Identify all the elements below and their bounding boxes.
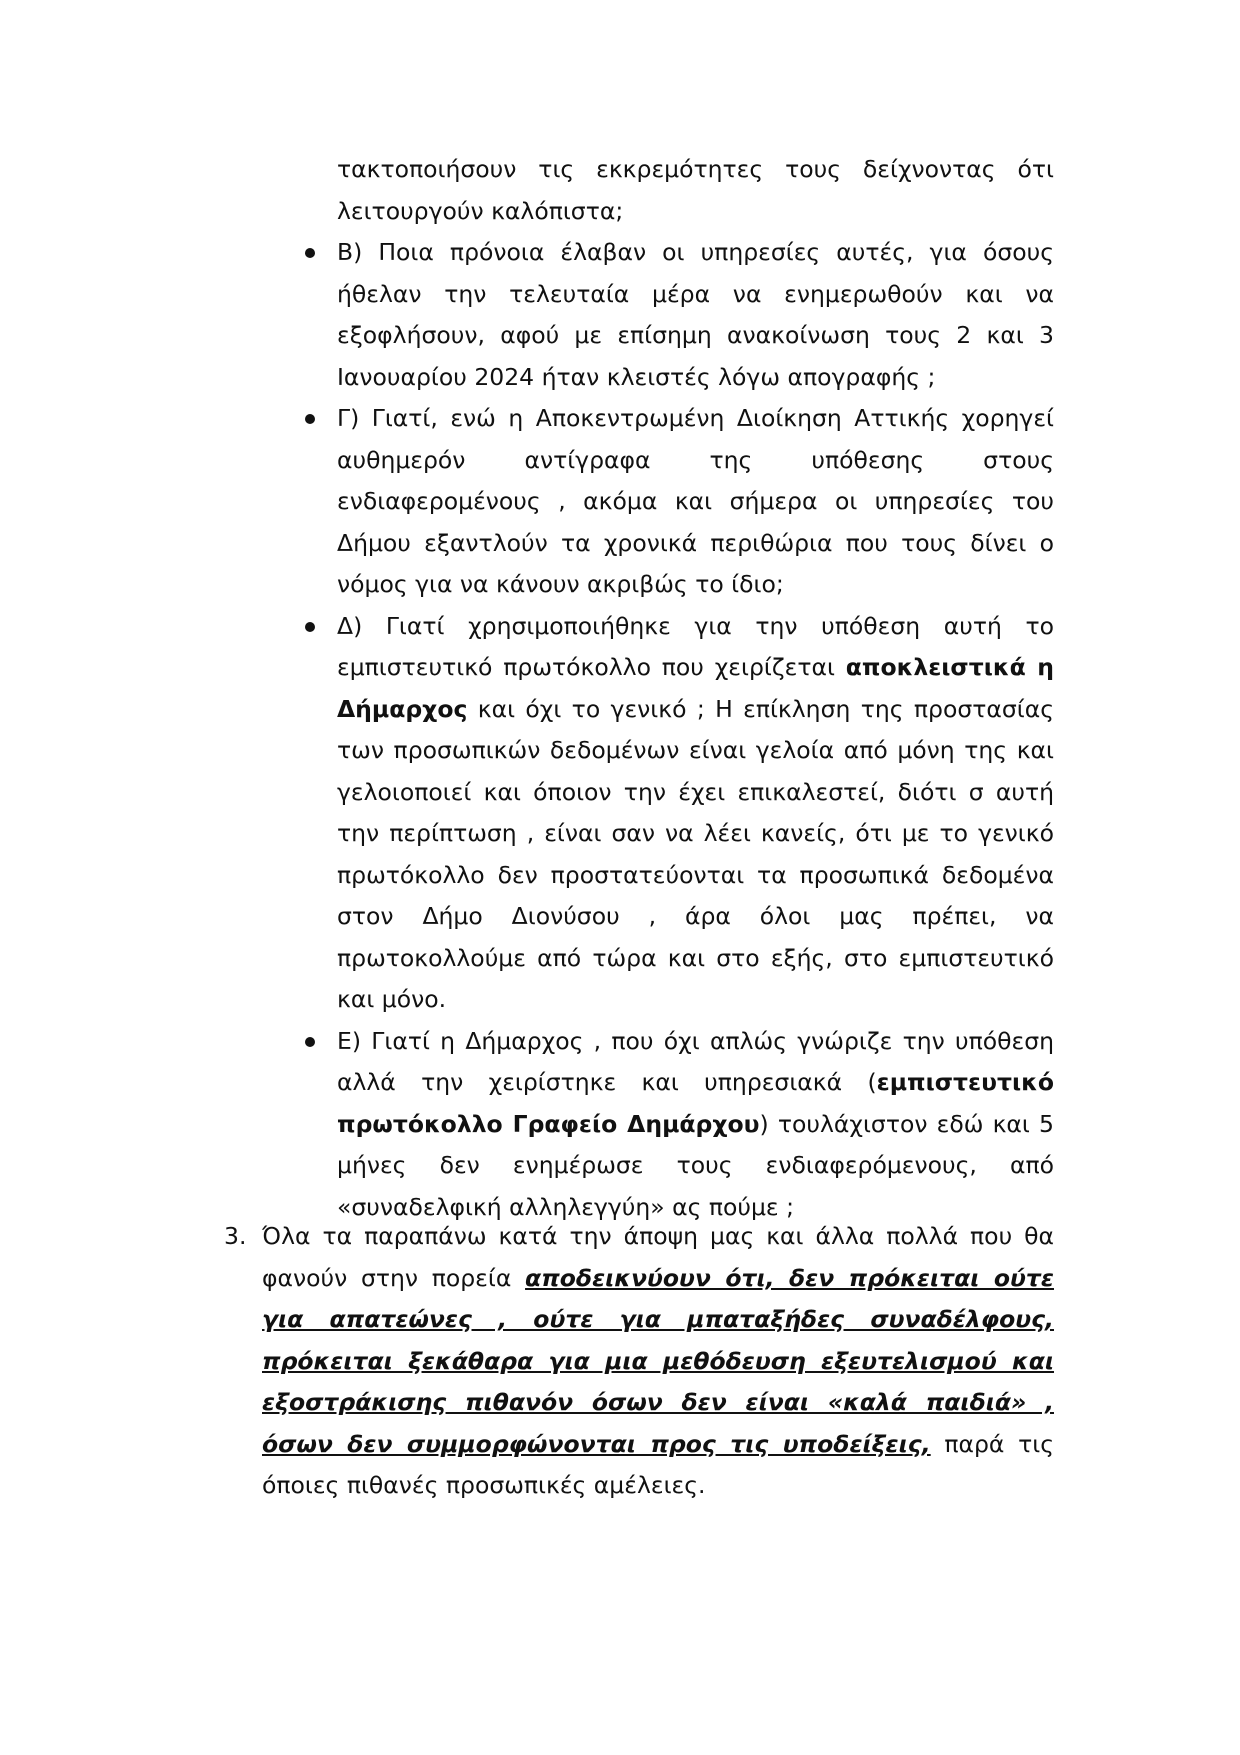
bullet-d-bold-text: αποκλειστικά η Δήμαρχος [337,653,1055,723]
bullet-dot-icon [305,622,315,632]
numbered-item-3 [224,1216,1054,1507]
item-3-emphasis-text: αποδεικνύουν ότι, δεν πρόκειται ούτε για απατεώνες , ούτε για μπαταξήδες συναδέλφους, πρόκειται ξεκάθαρα για μια μεθόδευση εξευτελισμού και εξοστράκισης πιθανόν όσων δεν είναι «καλά παιδιά» , όσων δεν συμμορφώνονται προς τις υποδείξεις, [262,1263,1054,1458]
bullet-dot-icon [305,414,315,424]
bullet-item-b [337,232,1054,398]
bullet-item-g [337,398,1054,606]
bullet-e-text-part2: ) τουλάχιστον εδώ και 5 μήνες δεν ενημέρωσε τους ενδιαφερόμενους, από «συναδελφική αλληλεγγύη» ας πούμε ; [337,1109,1054,1221]
item-number: 3. [224,1222,247,1250]
bullet-dot-icon [305,1037,315,1047]
bullet-item-e [337,1021,1054,1229]
item-3-text-part1: Όλα τα παραπάνω κατά την άποψη μας και άλλα πολλά που θα φανούν στην πορεία [262,1222,1054,1292]
bullet-d-text-part1: Δ) Γιατί χρησιμοποιήθηκε για την υπόθεση αυτή το εμπιστευτικό πρωτόκολλο που χειρίζεται [337,611,1054,681]
bullet-e-text-part1: Ε) Γιατί η Δήμαρχος , που όχι απλώς γνώριζε την υπόθεση αλλά την χειρίστηκε και υπηρεσιακά ( [337,1026,1054,1096]
bullet-text-e [337,1021,1054,1229]
bullet-e-bold-text: εμπιστευτικό πρωτόκολλο Γραφείο Δημάρχου [337,1068,1054,1138]
bullet-d-text-part2: και όχι το γενικό ; Η επίκληση της προστασίας των προσωπικών δεδομένων είναι γελοία από μόνη της και γελοιοποιεί και όποιον την έχει επικαλεστεί, διότι σ αυτή την περίπτωση , είναι σαν να λέει κανείς, ότι με το γενικό πρωτόκολλο δεν προστατεύονται τα προσωπικά δεδομένα στον Δήμο Διονύσου , άρα όλοι μας πρέπει, να πρωτοκολλούμε από τώρα και στο εξής, στο εμπιστευτικό και μόνο. [337,694,1054,1013]
item-3-paragraph [262,1216,1054,1507]
bullet-dot-icon [305,248,315,258]
continuation-paragraph: τακτοποιήσουν τις εκκρεμότητες τους δείχνοντας ότι λειτουργούν καλόπιστα; [337,155,1054,225]
question-bullet-list [337,232,1054,1228]
bullet-text-g: Γ) Γιατί, ενώ η Αποκεντρωμένη Διοίκηση Αττικής χορηγεί αυθημερόν αντίγραφα της υπόθεσης στους ενδιαφερομένους , ακόμα και σήμερα οι υπηρεσίες του Δήμου εξαντλούν τα χρονικά περιθώρια που τους δίνει ο νόμος για να κάνουν ακριβώς το ίδιο; [337,404,1054,598]
bullet-text-d [337,606,1054,1021]
bullet-text-b: Β) Ποια πρόνοια έλαβαν οι υπηρεσίες αυτές, για όσους ήθελαν την τελευταία μέρα να ενημερωθούν και να εξοφλήσουν, αφού με επίσημη ανακοίνωση τους 2 και 3 Ιανουαρίου 2024 ήταν κλειστές λόγω απογραφής ; [337,238,1054,391]
bullet-item-d [337,606,1054,1021]
item-3-text-part2: παρά τις όποιες πιθανές προσωπικές αμέλειες. [262,1429,1054,1499]
